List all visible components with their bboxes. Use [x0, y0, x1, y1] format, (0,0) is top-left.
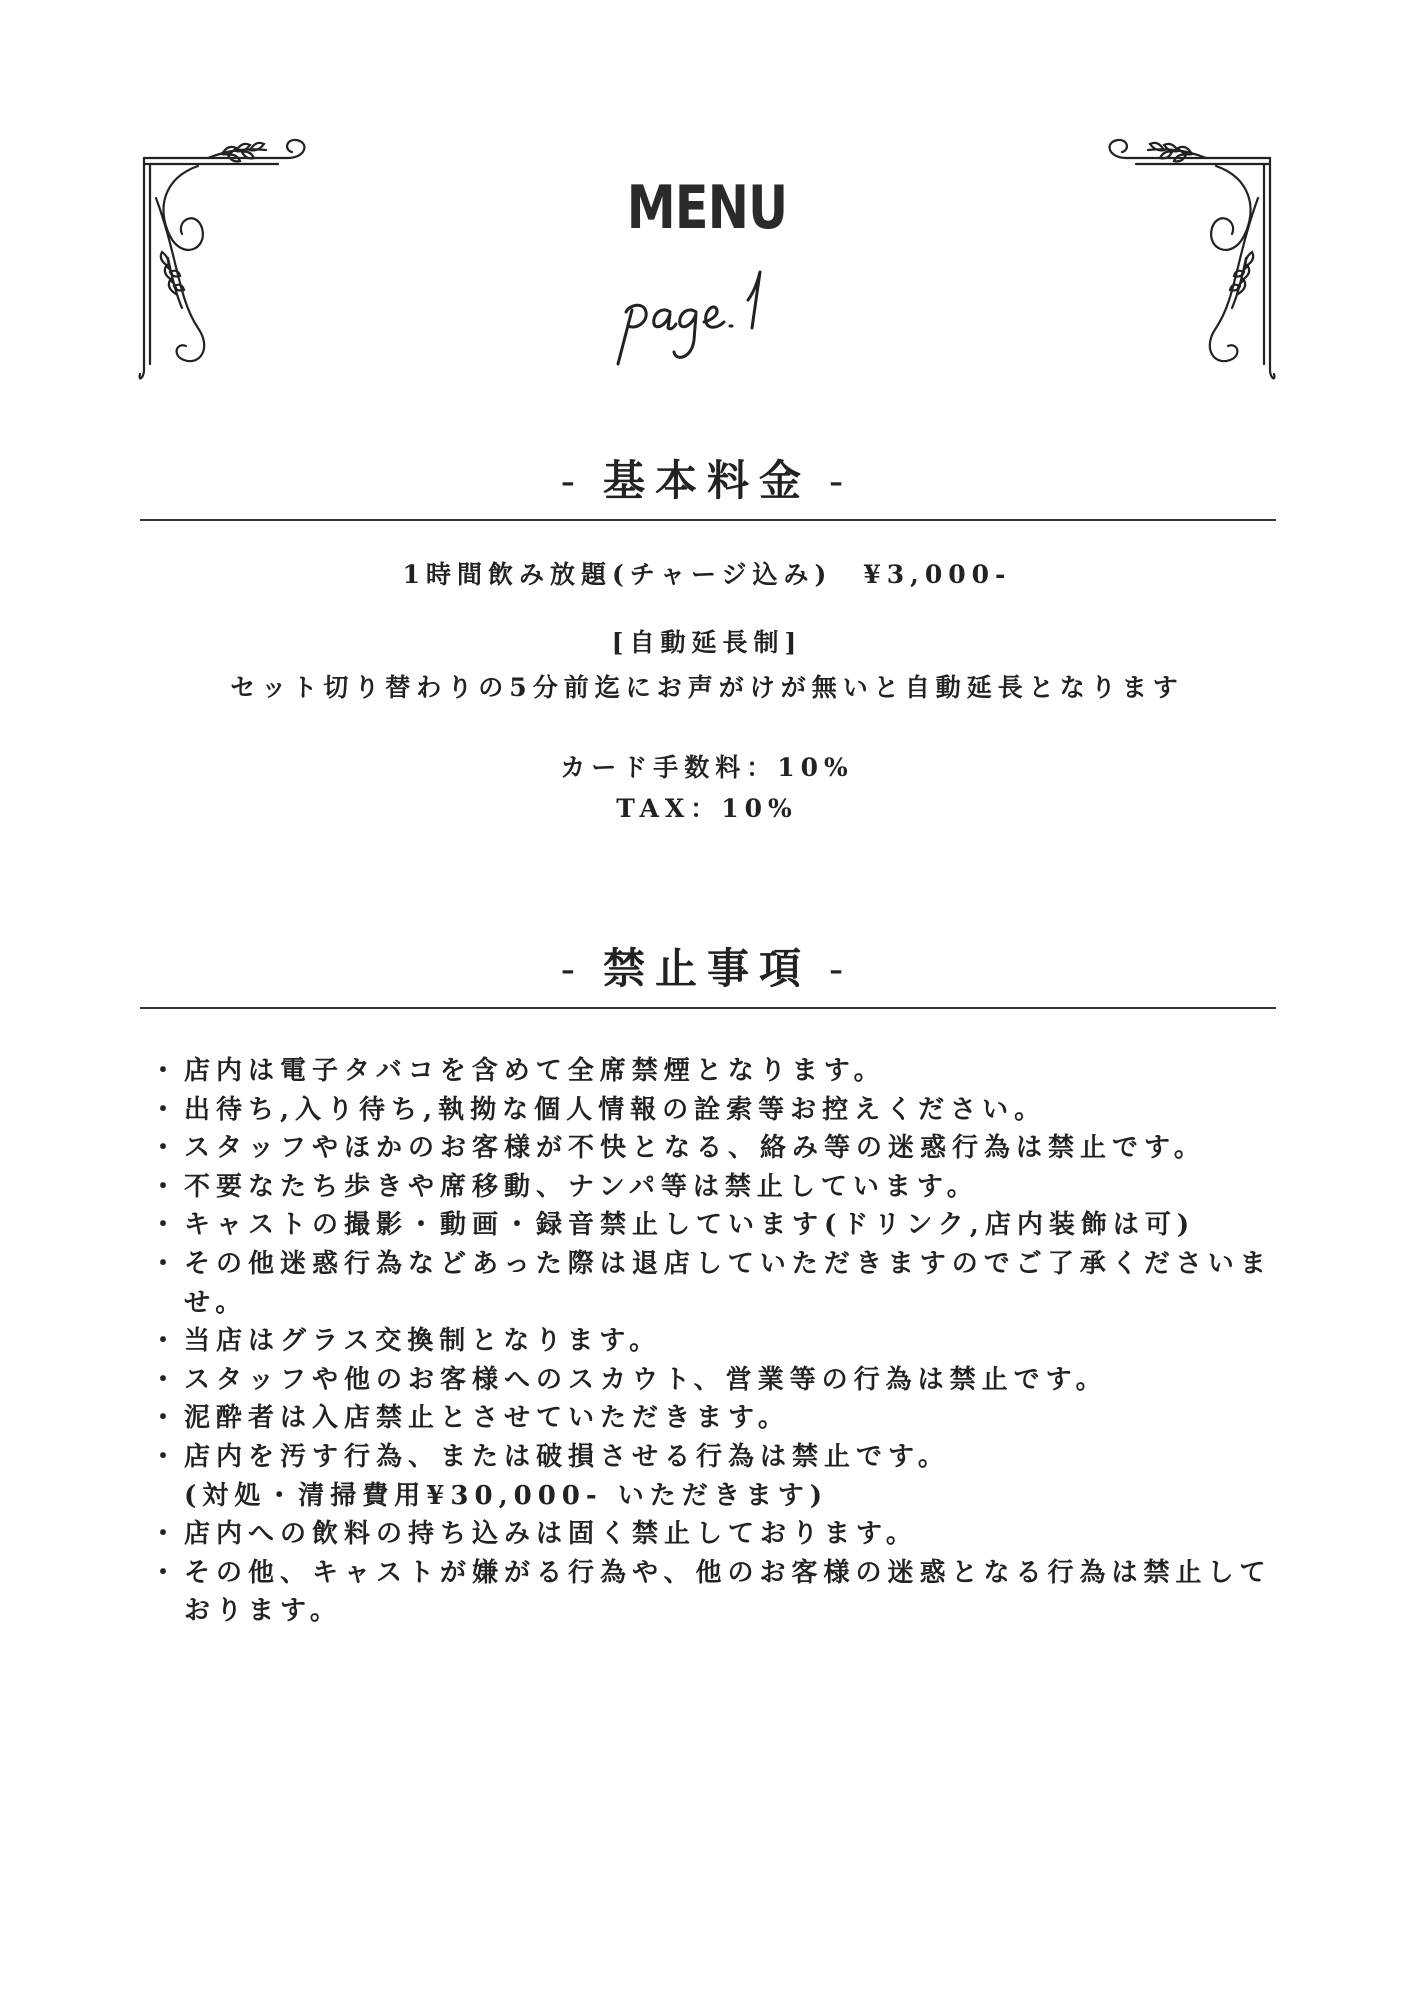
rules-list: [150, 1052, 1280, 1631]
heading-dash: -: [829, 456, 854, 505]
heading-text: 基本料金: [602, 456, 811, 505]
heading-dash: -: [829, 944, 854, 993]
rule-text: 店内への飲料の持ち込みは固く禁止しております。: [184, 1519, 918, 1550]
list-item: [150, 1554, 1280, 1631]
rule-text: キャストの撮影・動画・録音禁止しています(ドリンク,店内装飾は可): [184, 1210, 1196, 1241]
list-item: [150, 1206, 1280, 1245]
rule-text: 店内は電子タバコを含めて全席禁煙となります。: [184, 1056, 886, 1086]
auto-extension-note: セット切り替わりの5分前迄にお声がけが無いと自動延長となります: [230, 673, 1184, 702]
heading-dash: -: [560, 456, 585, 505]
bullet: ・: [150, 1519, 177, 1550]
bullet: ・: [150, 1094, 177, 1125]
section-heading-basic-fee: [0, 456, 1414, 505]
list-item: [150, 1515, 1280, 1554]
heading-dash: -: [560, 944, 585, 993]
bullet: ・: [150, 1133, 177, 1164]
bullet: ・: [150, 1364, 177, 1395]
bullet: ・: [150, 1326, 177, 1357]
bullet: ・: [150, 1056, 177, 1086]
list-item: [150, 1091, 1280, 1130]
rule-text: その他迷惑行為などあった際は退店していただきますのでご了承くださいませ。: [184, 1248, 1272, 1318]
rule-text: スタッフや他のお客様へのスカウト、営業等の行為は禁止です。: [184, 1364, 1108, 1395]
heading-text: 禁止事項: [602, 944, 811, 993]
page-title: MENU: [626, 173, 788, 243]
list-item: [150, 1168, 1280, 1207]
list-item: [150, 1245, 1280, 1322]
auto-extension-label: [自動延長制]: [611, 628, 803, 657]
card-fee: カード手数料：10%: [560, 753, 854, 782]
bullet: ・: [150, 1441, 177, 1472]
list-item: [150, 1129, 1280, 1168]
list-item: [150, 1438, 1280, 1477]
section-divider: [140, 519, 1276, 521]
bullet: ・: [150, 1248, 177, 1279]
rule-text: 当店はグラス交換制となります。: [184, 1326, 662, 1357]
list-item-continuation: [150, 1477, 1280, 1516]
section-divider: [140, 1007, 1276, 1009]
ornate-corner-icon: [1098, 138, 1276, 382]
bullet: ・: [150, 1210, 177, 1241]
bullet: ・: [150, 1557, 177, 1588]
ornate-corner-icon: [138, 138, 316, 382]
bullet: ・: [150, 1403, 177, 1434]
list-item: [150, 1322, 1280, 1361]
list-item: [150, 1052, 1280, 1091]
tax: TAX：10%: [616, 794, 798, 823]
rule-text: その他、キャストが嫌がる行為や、他のお客様の迷惑となる行為は禁止しております。: [184, 1557, 1272, 1627]
plan-price: 1時間飲み放題(チャージ込み) ¥3,000-: [402, 560, 1012, 589]
rule-text: 出待ち,入り待ち,執拗な個人情報の詮索等お控えください。: [184, 1094, 1047, 1125]
page-subtitle-script: [608, 268, 808, 368]
rule-text: 店内を汚す行為、または破損させる行為は禁止です。: [184, 1441, 950, 1472]
bullet: ・: [150, 1171, 177, 1202]
section-heading-prohibited: [0, 944, 1414, 993]
rule-text: (対処・清掃費用¥30,000- いただきます): [184, 1480, 829, 1511]
rule-text: 泥酔者は入店禁止とさせていただきます。: [184, 1403, 790, 1434]
list-item: [150, 1361, 1280, 1400]
rule-text: 不要なたち歩きや席移動、ナンパ等は禁止しています。: [184, 1171, 979, 1202]
rule-text: スタッフやほかのお客様が不快となる、絡み等の迷惑行為は禁止です。: [184, 1133, 1206, 1164]
list-item: [150, 1399, 1280, 1438]
